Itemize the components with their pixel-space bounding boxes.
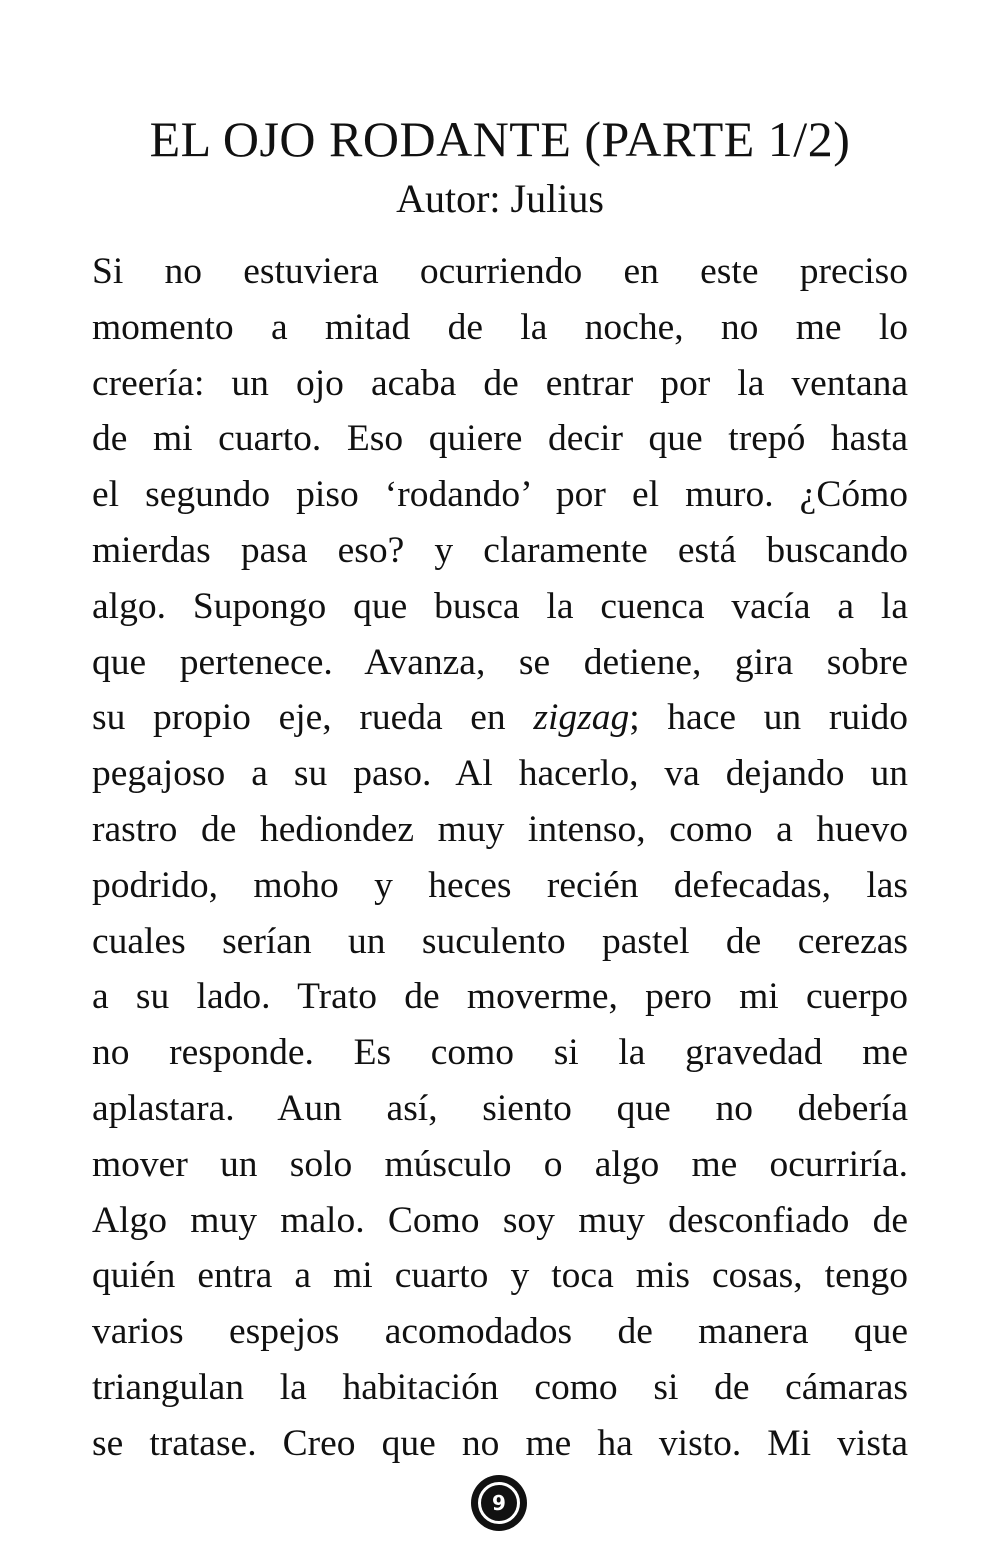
text-line: Si no estuviera ocurriendo en este preciso bbox=[92, 251, 908, 292]
text-line: momento a mitad de la noche, no me lo bbox=[92, 306, 908, 348]
text-line: quién entra a mi cuarto y toca mis cosas, tengo bbox=[92, 1255, 908, 1297]
text-line: el segundo piso ‘rodando’ por el muro. ¿Cómo bbox=[92, 474, 908, 516]
text-line: se tratase. Creo que no me ha visto. Mi vista bbox=[92, 1422, 908, 1464]
text-line: mierdas pasa eso? y claramente está buscando bbox=[92, 529, 908, 571]
page-number-badge bbox=[471, 1475, 527, 1531]
text-line: Algo muy malo. Como soy muy desconfiado de bbox=[92, 1199, 908, 1241]
text-line: de mi cuarto. Eso quiere decir que trepó hasta bbox=[92, 418, 908, 460]
text-line: no responde. Es como si la gravedad me bbox=[92, 1032, 908, 1074]
story-title: EL OJO RODANTE (PARTE 1/2) bbox=[149, 111, 851, 167]
text-line: aplastara. Aun así, siento que no debería bbox=[92, 1087, 908, 1129]
text-line: a su lado. Trato de moverme, pero mi cuerpo bbox=[92, 976, 908, 1018]
text-line-with-italic bbox=[92, 690, 908, 746]
text-line: varios espejos acomodados de manera que bbox=[92, 1311, 908, 1353]
text-line: triangulan la habitación como si de cámaras bbox=[92, 1366, 908, 1408]
text-line: algo. Supongo que busca la cuenca vacía a la bbox=[92, 585, 908, 627]
text-line: podrido, moho y heces recién defecadas, las bbox=[92, 864, 908, 906]
text-line: que pertenece. Avanza, se detiene, gira sobre bbox=[92, 641, 908, 683]
story-body bbox=[92, 244, 908, 1472]
text-segment: su propio eje, rueda en bbox=[92, 697, 534, 739]
text-segment: ; hace un ruido bbox=[629, 697, 908, 739]
text-line: rastro de hediondez muy intenso, como a huevo bbox=[92, 808, 908, 850]
text-line: mover un solo músculo o algo me ocurriría. bbox=[92, 1143, 908, 1185]
text-line: creería: un ojo acaba de entrar por la ventana bbox=[92, 362, 908, 404]
text-line: cuales serían un suculento pastel de cerezas bbox=[92, 920, 908, 962]
page-number-ring bbox=[478, 1482, 520, 1524]
text-line: pegajoso a su paso. Al hacerlo, va dejando un bbox=[92, 753, 908, 795]
italic-word: zigzag bbox=[533, 697, 630, 739]
story-author: Autor: Julius bbox=[396, 176, 604, 221]
page-number: 9 bbox=[492, 1491, 506, 1515]
